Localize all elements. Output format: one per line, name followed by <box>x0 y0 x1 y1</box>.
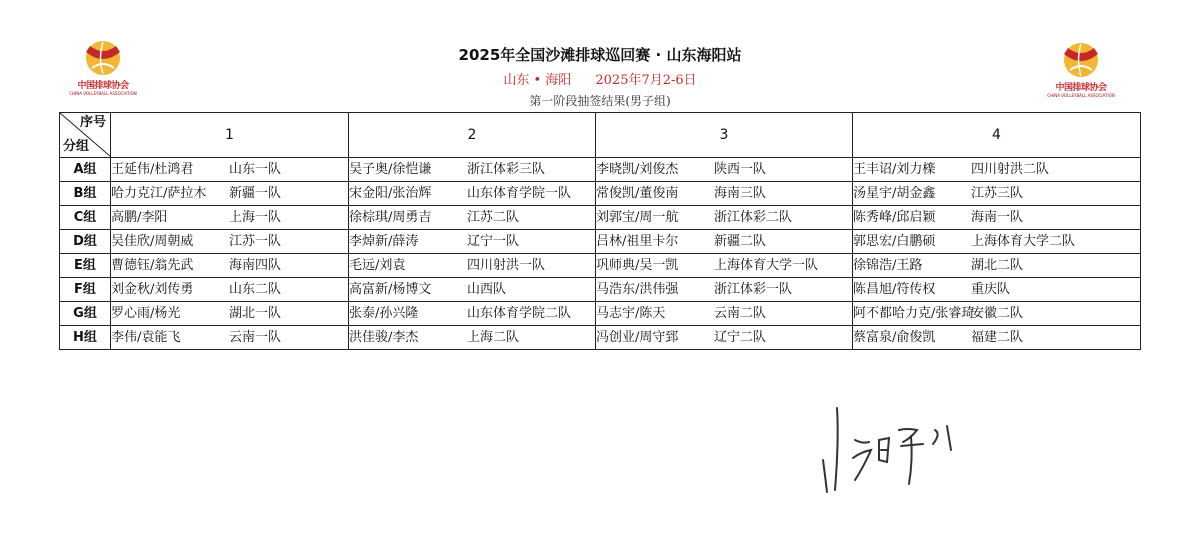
team-name: 浙江体彩一队 <box>714 282 793 297</box>
team-cell <box>853 182 1141 206</box>
player-names: 吴子奥/徐恺谦 <box>349 162 432 177</box>
column-header: 3 <box>596 113 853 158</box>
table-row <box>60 158 1141 182</box>
group-label: C组 <box>60 206 111 230</box>
location: 山东 • 海阳 <box>503 73 572 88</box>
table-row <box>60 182 1141 206</box>
player-names: 王延伟/杜鸿君 <box>111 162 194 177</box>
team-cell <box>596 278 853 302</box>
player-names: 马浩东/洪伟强 <box>596 282 679 297</box>
player-names: 宋金阳/张治辉 <box>349 186 432 201</box>
team-cell <box>596 326 853 350</box>
logo-text: 中国排球协会 <box>77 81 129 91</box>
group-label: B组 <box>60 182 111 206</box>
player-names: 李伟/袁能飞 <box>111 330 181 345</box>
group-label: A组 <box>60 158 111 182</box>
team-cell <box>596 254 853 278</box>
player-names: 陈昌旭/符传权 <box>853 282 936 297</box>
group-label: D组 <box>60 230 111 254</box>
player-names: 汤星宇/胡金鑫 <box>853 186 936 201</box>
team-name: 山东体育学院二队 <box>467 306 572 321</box>
player-names: 冯创业/周守郅 <box>596 330 679 345</box>
team-name: 江苏二队 <box>467 210 520 225</box>
header-row <box>60 113 1141 158</box>
team-cell <box>349 302 596 326</box>
table-row <box>60 206 1141 230</box>
group-label: H组 <box>60 326 111 350</box>
team-name: 云南二队 <box>714 306 767 321</box>
team-name: 重庆队 <box>971 282 1011 297</box>
player-names: 常俊凯/董俊南 <box>596 186 679 201</box>
team-name: 山西队 <box>467 282 507 297</box>
team-cell <box>111 326 349 350</box>
team-cell <box>853 326 1141 350</box>
team-cell <box>853 302 1141 326</box>
team-cell <box>853 158 1141 182</box>
team-cell <box>349 206 596 230</box>
player-names: 毛远/刘袁 <box>349 258 406 273</box>
player-names: 张泰/孙兴隆 <box>349 306 419 321</box>
group-label: G组 <box>60 302 111 326</box>
team-cell <box>349 278 596 302</box>
player-names: 高富新/杨博文 <box>349 282 432 297</box>
player-names: 曹德钰/翁先武 <box>111 258 194 273</box>
team-name: 海南一队 <box>971 210 1024 225</box>
team-name: 上海一队 <box>229 210 282 225</box>
team-name: 辽宁一队 <box>467 234 520 249</box>
team-cell <box>596 182 853 206</box>
table-row <box>60 230 1141 254</box>
team-name: 海南三队 <box>714 186 767 201</box>
team-name: 海南四队 <box>229 258 282 273</box>
player-names: 吕林/祖里卡尔 <box>596 234 679 249</box>
team-cell <box>349 326 596 350</box>
team-cell <box>349 158 596 182</box>
team-cell <box>853 278 1141 302</box>
location-date-line <box>0 69 1200 88</box>
team-name: 上海二队 <box>467 330 520 345</box>
team-cell <box>111 158 349 182</box>
team-name: 上海体育大学二队 <box>971 234 1076 249</box>
logo-subtext: CHINA VOLLEYBALL ASSOCIATION <box>1047 93 1115 98</box>
team-cell <box>111 206 349 230</box>
team-cell <box>349 254 596 278</box>
team-cell <box>596 230 853 254</box>
player-names: 李晓凯/刘俊杰 <box>596 162 679 177</box>
document-title: 2025年全国沙滩排球巡回赛 · 山东海阳站 <box>458 46 742 64</box>
corner-label-seq: 序号 <box>79 115 106 130</box>
team-cell <box>596 302 853 326</box>
column-header: 4 <box>853 113 1141 158</box>
player-names: 徐棕琪/周勇吉 <box>349 210 432 225</box>
group-label: E组 <box>60 254 111 278</box>
team-cell <box>349 182 596 206</box>
player-names: 郭思宏/白鹏硕 <box>853 234 936 249</box>
team-name: 安徽二队 <box>971 306 1024 321</box>
player-names: 马志宇/陈天 <box>596 306 666 321</box>
team-name: 上海体育大学一队 <box>714 258 819 273</box>
logo-text: 中国排球协会 <box>1055 83 1107 93</box>
team-name: 浙江体彩二队 <box>714 210 793 225</box>
team-name: 新疆二队 <box>714 234 767 249</box>
team-cell <box>596 158 853 182</box>
team-cell <box>111 254 349 278</box>
table-row <box>60 326 1141 350</box>
team-cell <box>111 230 349 254</box>
player-names: 巩师典/吴一凯 <box>596 258 679 273</box>
dates: 2025年7月2-6日 <box>595 73 697 88</box>
team-cell <box>111 302 349 326</box>
player-names: 刘郭宝/周一航 <box>596 210 679 225</box>
team-cell <box>111 278 349 302</box>
team-name: 四川射洪二队 <box>971 162 1050 177</box>
team-name: 四川射洪一队 <box>467 258 546 273</box>
table-row <box>60 278 1141 302</box>
team-name: 湖北一队 <box>229 306 282 321</box>
column-header: 2 <box>349 113 596 158</box>
handwritten-signature <box>815 400 975 500</box>
table-row <box>60 302 1141 326</box>
draw-table <box>59 112 1141 350</box>
team-name: 湖北二队 <box>971 258 1024 273</box>
team-cell <box>596 206 853 230</box>
team-cell <box>853 230 1141 254</box>
team-name: 辽宁二队 <box>714 330 767 345</box>
team-cell <box>853 206 1141 230</box>
team-name: 江苏三队 <box>971 186 1024 201</box>
team-name: 山东二队 <box>229 282 282 297</box>
player-names: 阿不都哈力克/张睿琦 <box>853 306 975 321</box>
team-name: 江苏一队 <box>229 234 282 249</box>
player-names: 陈秀峰/邱启颖 <box>853 210 936 225</box>
player-names: 罗心雨/杨光 <box>111 306 181 321</box>
team-name: 山东一队 <box>229 162 282 177</box>
player-names: 徐锦浩/王路 <box>853 258 923 273</box>
logo-subtext: CHINA VOLLEYBALL ASSOCIATION <box>69 91 137 96</box>
player-names: 高鹏/李阳 <box>111 210 168 225</box>
team-cell <box>853 254 1141 278</box>
draw-table-body <box>60 158 1141 350</box>
team-name: 云南一队 <box>229 330 282 345</box>
corner-cell <box>60 113 111 158</box>
team-name: 福建二队 <box>971 330 1024 345</box>
player-names: 哈力克江/萨拉木 <box>111 186 207 201</box>
player-names: 蔡富泉/俞俊凯 <box>853 330 936 345</box>
column-header: 1 <box>111 113 349 158</box>
team-name: 浙江体彩三队 <box>467 162 546 177</box>
player-names: 王丰诏/刘力檪 <box>853 162 936 177</box>
stage-heading: 第一阶段抽签结果(男子组) <box>529 94 671 108</box>
player-names: 洪佳骏/李杰 <box>349 330 419 345</box>
team-name: 新疆一队 <box>229 186 282 201</box>
corner-label-group: 分组 <box>63 139 90 154</box>
table-row <box>60 254 1141 278</box>
player-names: 吴佳欣/周朝威 <box>111 234 194 249</box>
team-cell <box>111 182 349 206</box>
team-name: 山东体育学院一队 <box>467 186 572 201</box>
player-names: 李焯新/薛涛 <box>349 234 419 249</box>
team-name: 陕西一队 <box>714 162 767 177</box>
player-names: 刘金秋/刘传勇 <box>111 282 194 297</box>
group-label: F组 <box>60 278 111 302</box>
team-cell <box>349 230 596 254</box>
